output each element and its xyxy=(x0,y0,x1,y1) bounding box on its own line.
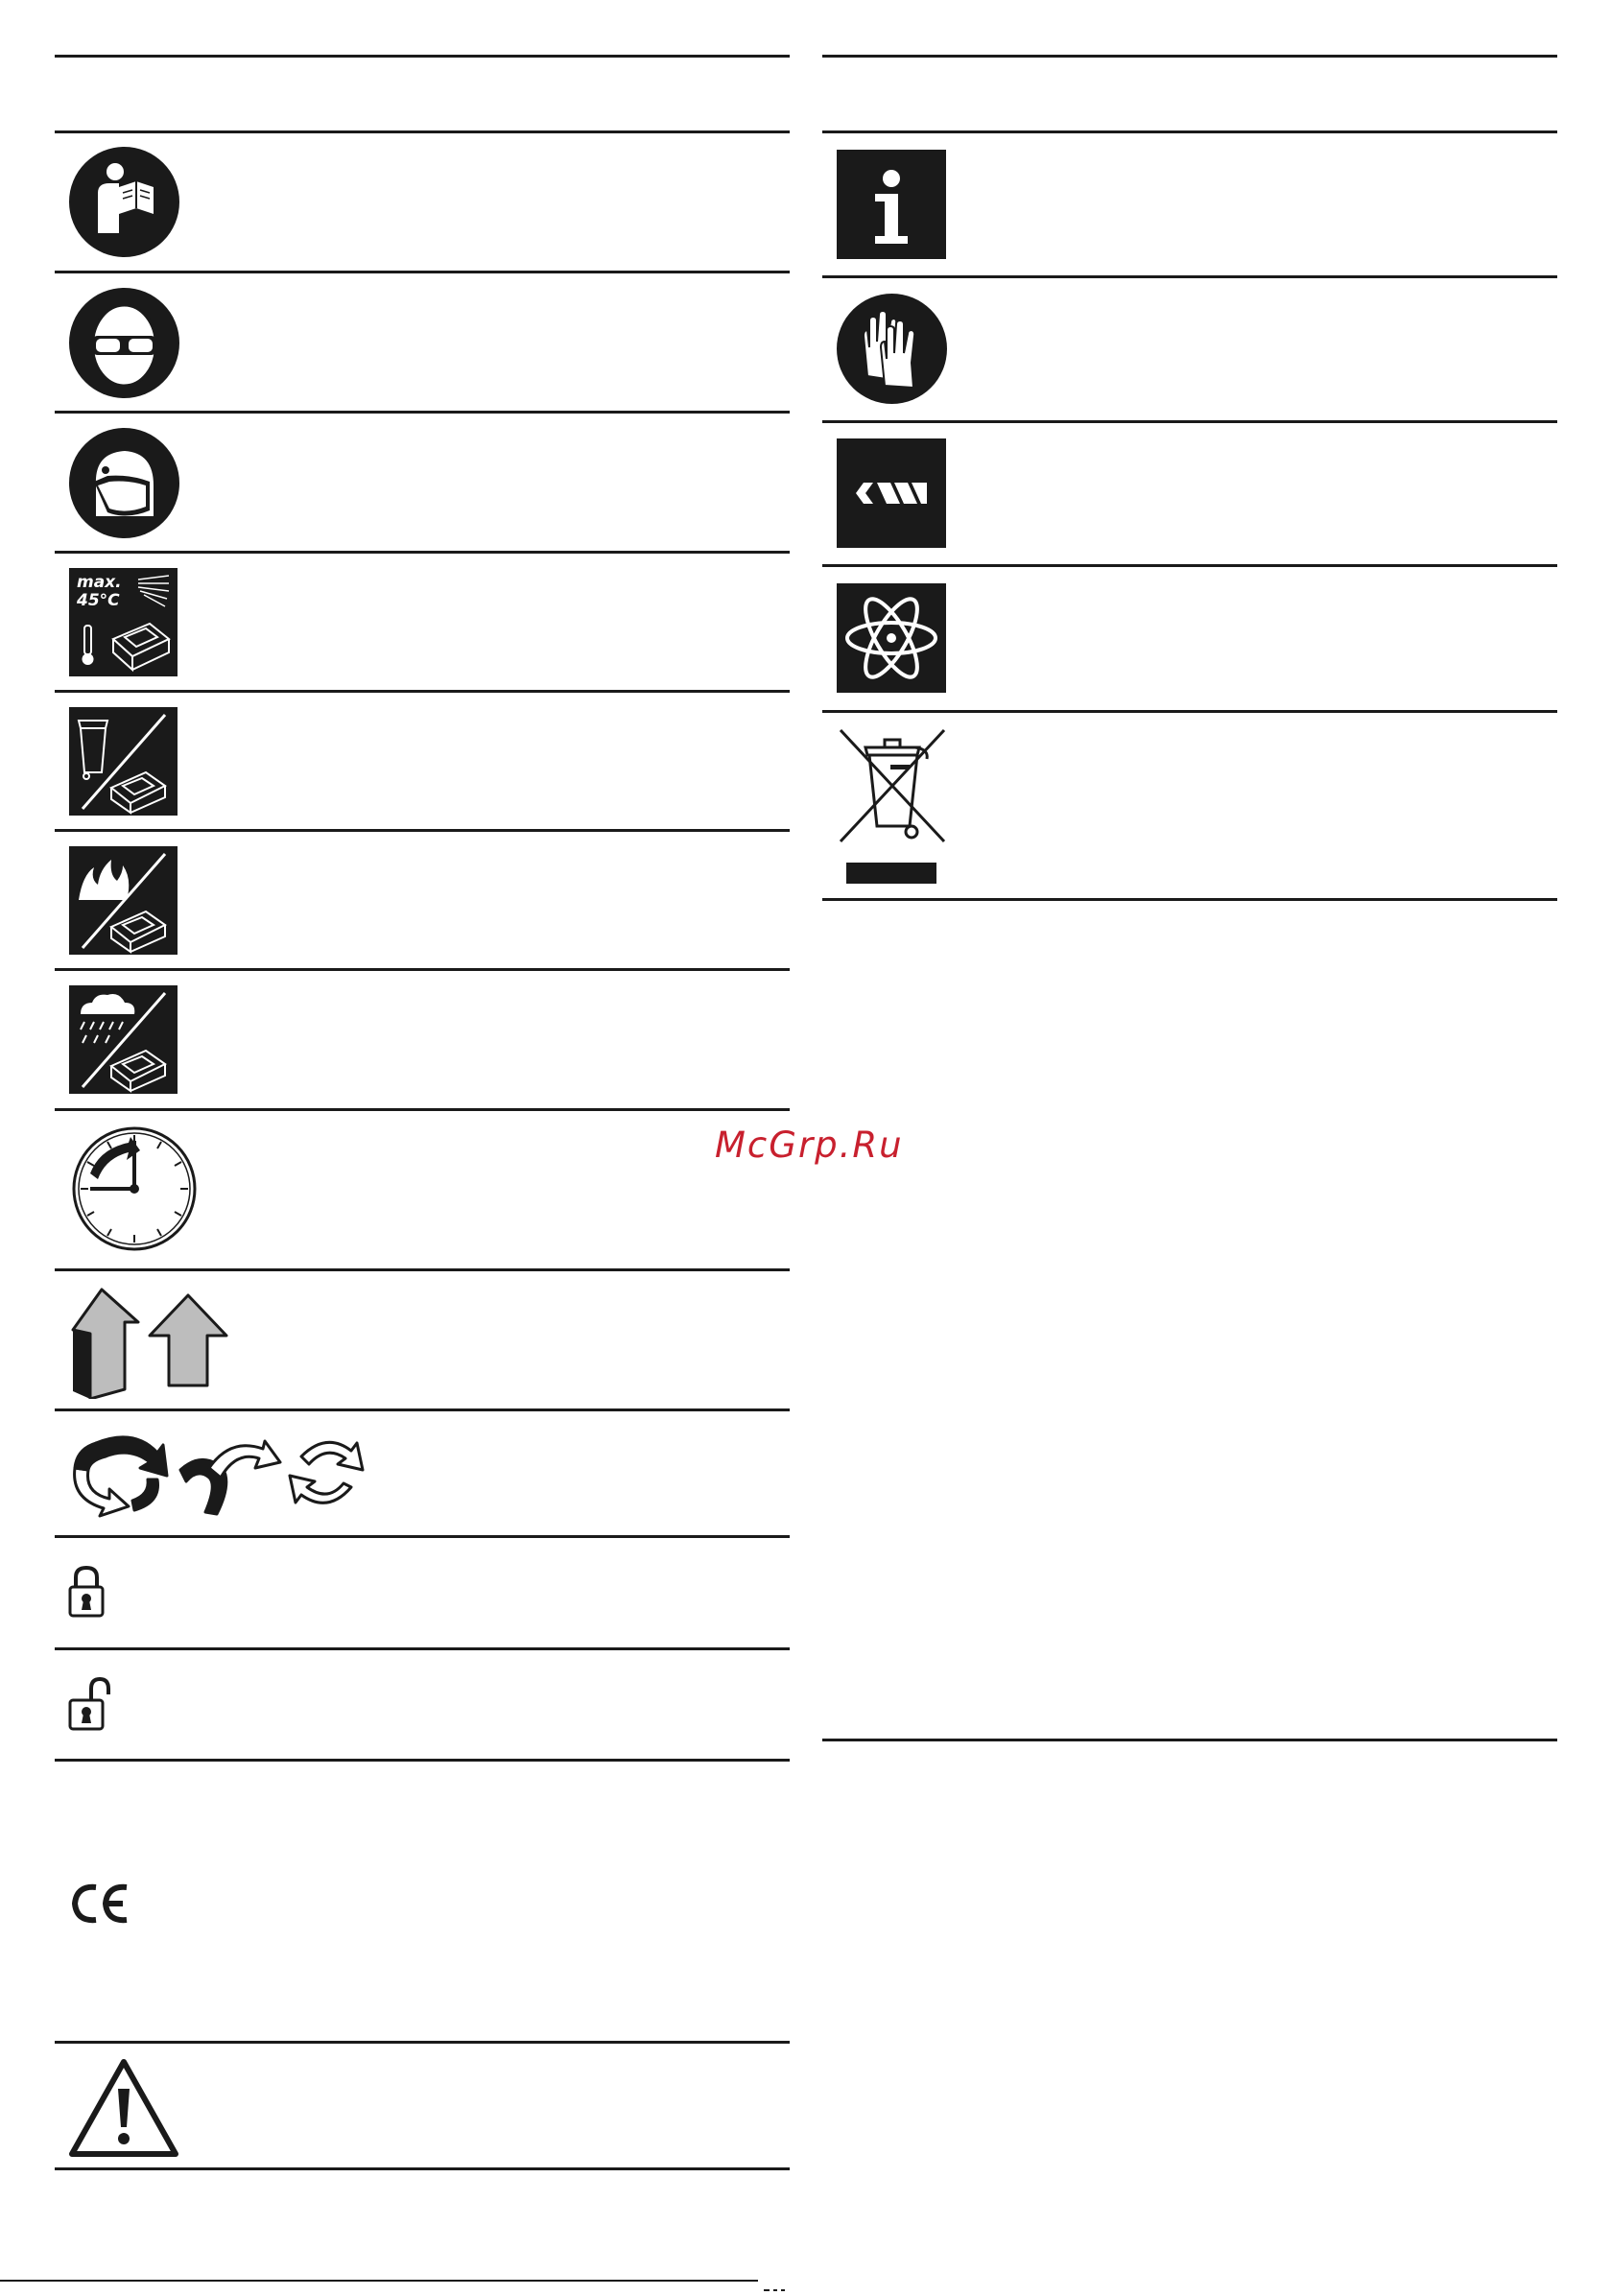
information-icon xyxy=(837,150,946,259)
battery-max-temperature-icon xyxy=(69,568,178,676)
divider-rule xyxy=(822,710,1557,713)
divider-rule xyxy=(55,1268,790,1271)
no-battery-in-fire-icon xyxy=(69,846,178,955)
rotation-direction-icon xyxy=(67,1430,374,1518)
arrow-direction-icon xyxy=(69,1284,242,1399)
divider-rule xyxy=(822,898,1557,901)
divider-rule xyxy=(55,551,790,554)
atom-icon xyxy=(837,583,946,693)
bolt-pattern-icon xyxy=(837,438,946,548)
page-bottom-rule xyxy=(0,2280,758,2282)
divider-rule xyxy=(55,1535,790,1538)
read-manual-icon xyxy=(69,147,179,257)
divider-rule xyxy=(55,1647,790,1650)
divider-rule xyxy=(55,1408,790,1411)
warning-triangle-icon xyxy=(68,2058,179,2158)
no-battery-in-rain-icon xyxy=(69,985,178,1094)
eye-protection-icon xyxy=(69,288,179,398)
protective-gloves-icon xyxy=(837,294,947,404)
locked-padlock-icon xyxy=(68,1564,105,1620)
divider-rule xyxy=(55,690,790,693)
divider-rule xyxy=(55,829,790,832)
divider-rule xyxy=(822,55,1557,58)
page-edge-mark xyxy=(764,2278,793,2282)
divider-rule xyxy=(55,1759,790,1762)
watermark-text: McGrp.Ru xyxy=(715,1124,904,1166)
temperature-label: 45°C xyxy=(77,591,120,610)
unlocked-padlock-icon xyxy=(68,1675,110,1733)
divider-rule xyxy=(55,1108,790,1111)
divider-rule xyxy=(55,411,790,414)
divider-rule xyxy=(822,130,1557,133)
no-battery-in-household-waste-icon xyxy=(69,707,178,816)
divider-rule xyxy=(822,420,1557,423)
dust-mask-icon xyxy=(69,428,179,538)
max-label: max. xyxy=(77,573,122,592)
divider-rule xyxy=(822,1739,1557,1741)
divider-rule xyxy=(55,2167,790,2170)
weee-crossed-bin-icon xyxy=(837,726,948,886)
clock-duration-icon xyxy=(71,1125,198,1252)
divider-rule xyxy=(822,275,1557,278)
divider-rule xyxy=(822,564,1557,567)
ce-mark-icon xyxy=(69,1882,132,1926)
divider-rule xyxy=(55,130,790,133)
divider-rule xyxy=(55,2041,790,2044)
divider-rule xyxy=(55,271,790,273)
divider-rule xyxy=(55,55,790,58)
divider-rule xyxy=(55,968,790,971)
